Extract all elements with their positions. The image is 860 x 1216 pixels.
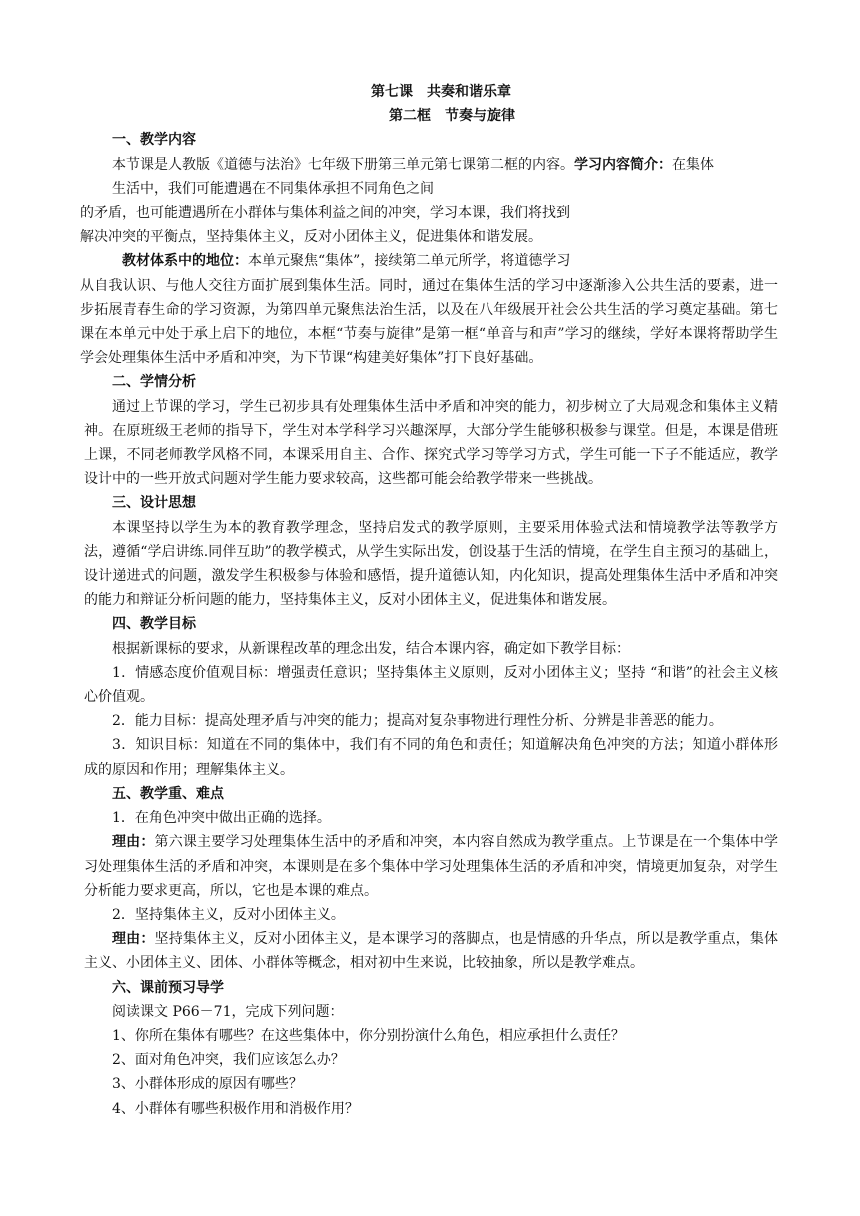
objective-item: 1．情感态度价值观目标：增强责任意识；坚持集体主义原则，反对小团体主义；坚持 “和谐”的社会主义核心价值观。: [84, 664, 778, 706]
key-point-reason: [84, 830, 778, 903]
reason-text: 第六课主要学习处理集体生活中的矛盾和冲突，本内容自然成为教学重点。上节课是在一个集体中学习处理集体生活的矛盾和冲突，本课则是在多个集体中学习处理集体生活的矛盾和冲突，情境更加复杂，对学生分析能力要求更高，所以，它也是本课的难点。: [84, 834, 779, 899]
key-point-item: 1．在角色冲突中做出正确的选择。: [112, 810, 331, 827]
preview-intro: 阅读课文 P66－71，完成下列问题：: [112, 1003, 344, 1020]
content-line: 生活中，我们可能遭遇在不同集体承担不同角色之间: [112, 180, 434, 197]
position-text: 本单元聚焦“集体”，接续第二单元所学，将道德学习: [248, 253, 571, 270]
key-point-item: 2．坚持集体主义，反对小团体主义。: [112, 906, 345, 923]
content-intro: [84, 153, 778, 177]
preview-question: 4、小群体有哪些积极作用和消极作用？: [112, 1100, 359, 1117]
design-paragraph: 本课坚持以学生为本的教育教学理念，坚持启发式的教学原则，主要采用体验式法和情境教学法等教学方法，遵循“学启讲练.同伴互助”的教学模式，从学生实际出发，创设基于生活的情境，在学生自主预习的基础上，设计递进式的问题，激发学生积极参与体验和感悟，提升道德认知，内化知识，提高处理集体生活中矛盾和冲突的能力和辩证分析问题的能力，坚持集体主义，反对小团体主义，促进集体和谐发展。: [84, 519, 778, 609]
section-heading-analysis: 二、学情分析: [112, 374, 196, 391]
reason-text: 坚持集体主义，反对小团体主义，是本课学习的落脚点，也是情感的升华点，所以是教学重点，集体主义、小团体主义、团体、小群体等概念，相对初中生来说，比较抽象，所以是教学难点。: [84, 931, 779, 972]
key-point-reason: [84, 927, 778, 975]
section-heading-content: 一、教学内容: [112, 132, 196, 149]
analysis-paragraph: 通过上节课的学习，学生已初步具有处理集体生活中矛盾和冲突的能力，初步树立了大局观念和集体主义精神。在原班级王老师的指导下，学生对本学科学习兴趣深厚，大部分学生能够积极参与课堂。但是，本课是借班上课，不同老师教学风格不同，本课采用自主、合作、探究式学习等学习方式，学生可能一下子不能适应，教学设计中的一些开放式问题对学生能力要求较高，这些都可能会给教学带来一些挑战。: [84, 398, 778, 488]
position-label: 教材体系中的地位：: [122, 253, 248, 270]
section-heading-design: 三、设计思想: [112, 495, 196, 512]
content-intro-text: 本节课是人教版《道德与法治》七年级下册第三单元第七课第二框的内容。: [112, 156, 574, 173]
lesson-title: 第七课 共奏和谐乐章: [371, 84, 511, 100]
position-paragraph: [84, 249, 778, 273]
reason-label: 理由：: [112, 931, 155, 948]
position-text-cont: 从自我认识、与他人交往方面扩展到集体生活。同时，通过在集体生活的学习中逐渐渗入公共生活的要素，进一步拓展青春生命的学习资源，为第四单元聚焦法治生活，以及在八年级展开社会公共生活的学习奠定基础。第七课在本单元中处于承上启下的地位，本框“节奏与旋律”是第一框“单音与和声”学习的继续，学好本课将帮助学生学会处理集体生活中矛盾和冲突，为下节课“构建美好集体”打下良好基础。: [80, 277, 778, 367]
document-page: [80, 80, 779, 1121]
reason-label: 理由：: [112, 834, 155, 851]
content-intro-text-b: 在集体: [672, 156, 714, 173]
preview-question: 2、面对角色冲突，我们应该怎么办？: [112, 1052, 345, 1069]
objective-item: 2．能力目标：提高处理矛盾与冲突的能力；提高对复杂事物进行理性分析、分辨是非善恶的能力。: [112, 713, 723, 730]
section-heading-objectives: 四、教学目标: [112, 616, 196, 633]
objective-item: 3．知识目标：知道在不同的集体中，我们有不同的角色和责任；知道解决角色冲突的方法；知道小群体形成的原因和作用；理解集体主义。: [84, 737, 778, 778]
content-line: 的矛盾，也可能遭遇所在小群体与集体利益之间的冲突，学习本课，我们将找到: [80, 205, 570, 222]
content-line: 解决冲突的平衡点，坚持集体主义，反对小团体主义，促进集体和谐发展。: [80, 229, 542, 246]
section-heading-key-points: 五、教学重、难点: [112, 785, 224, 802]
lesson-subtitle: 第二框 节奏与旋律: [389, 108, 515, 125]
objectives-intro: 根据新课标的要求，从新课程改革的理念出发，结合本课内容，确定如下教学目标：: [112, 640, 630, 657]
preview-question: 1、你所在集体有哪些？在这些集体中，你分别扮演什么角色，相应承担什么责任？: [112, 1027, 625, 1044]
preview-question: 3、小群体形成的原因有哪些？: [112, 1076, 303, 1093]
content-intro-label: 学习内容简介：: [574, 156, 672, 173]
section-heading-preview: 六、课前预习导学: [112, 979, 224, 996]
